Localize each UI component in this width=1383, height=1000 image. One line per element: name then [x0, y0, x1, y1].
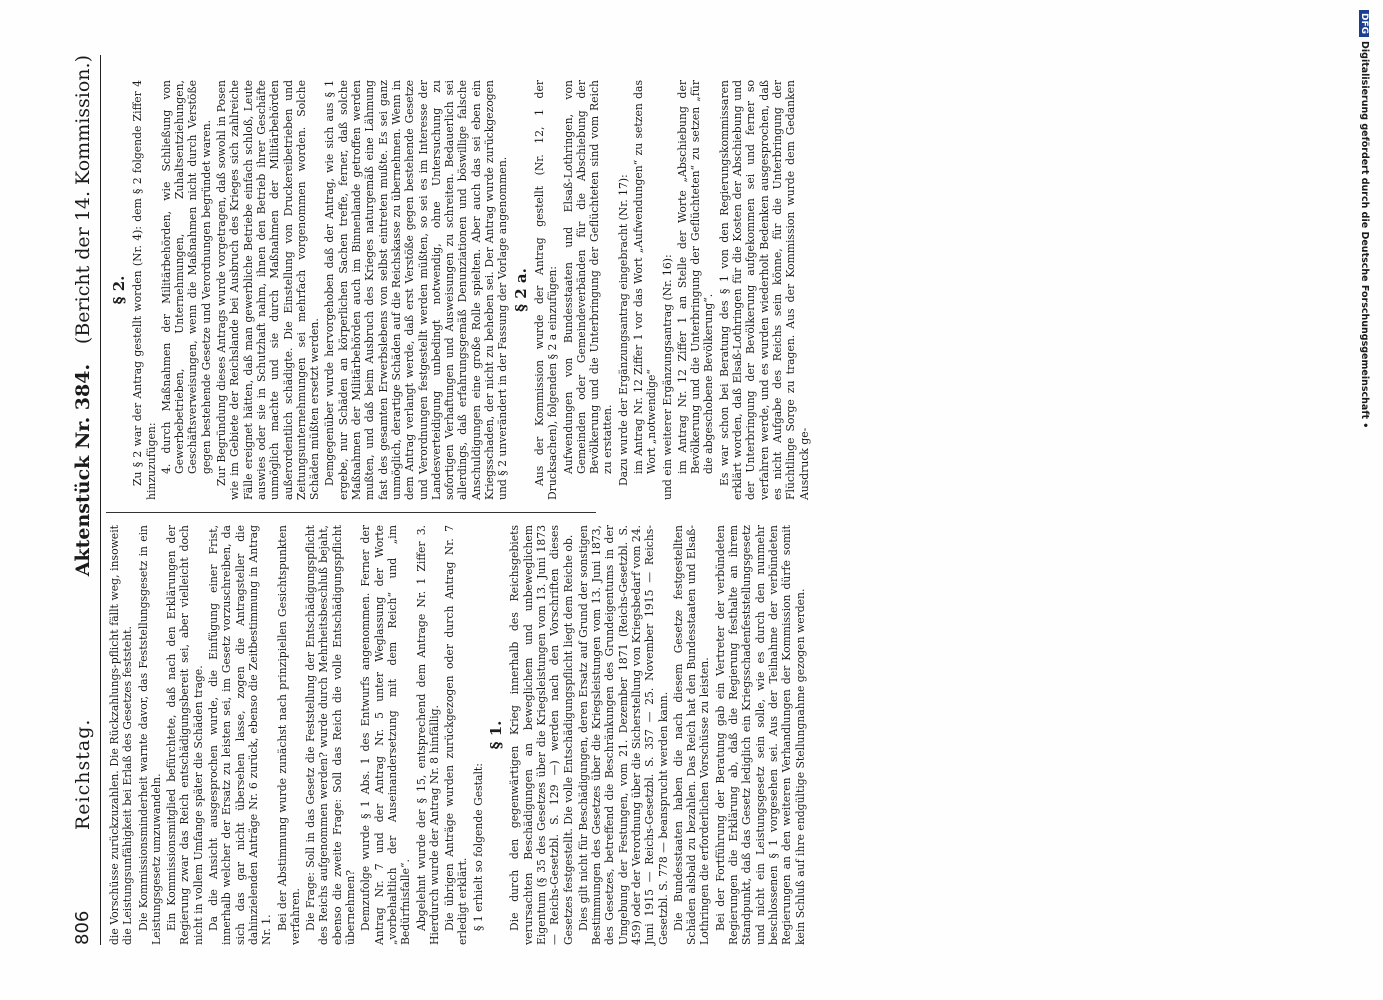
paragraph: Bei der Abstimmung wurde zunächst nach prinzipiellen Gesichtspunkten verfahren. [275, 525, 302, 945]
rotated-page-content [70, 55, 1360, 945]
paragraph: Aus der Kommission wurde der Antrag gestellt (Nr. 12, 1 der Drucksachen), folgenden § 2 a einzufügen: [532, 80, 560, 500]
header-right-title: Aktenstück Nr. 384. (Bericht der 14. Kommission.) [72, 55, 94, 577]
section-heading: § 2. [110, 275, 128, 305]
paragraph: Bei der Fortführung der Beratung gab ein Vertreter der verbündeten Regierungen die Erklärung ab, daß die Regierung festhalte an ihrem Standpunkt, daß das Gesetz lediglich ein Kriegsschadenfeststellungsgesetz und nicht ein Leistungsgesetz sein solle, wie es durch den nunmehr beschlossenen § 1 vorgesehen sei. Aus der Teilnahme der verbündeten Regierungen an den weiteren Verhandlungen der Kommission dürfe somit kein Schluß auf ihre endgültige Stellungnahme gezogen werden. [713, 525, 807, 945]
indented-paragraph: Aufwendungen von Bundesstaaten und Elsaß-Lothringen, von Gemeinden oder Gemeindeverbänden für die Abschiebung der Bevölkerung und die Unterbringung der Geflüchteten sind vom Reich zu erstatten. [561, 80, 615, 474]
indented-paragraph: im Antrag Nr. 12 Ziffer 1 an Stelle der Worte „Abschiebung der Bevölkerung und die Unterbringung der Geflüchteten“ zu setzen „für die abgeschobene Bevölkerung“. [675, 80, 716, 474]
paragraph: Die Bundesstaaten haben die nach diesem Gesetze festgestellten Schäden alsbald zu bezahlen. Das Reich hat den Bundesstaaten und Elsaß-Lothringen die erforderlichen Vorschüsse zu leisten. [671, 525, 712, 945]
page-number: 806 [72, 910, 93, 945]
paragraph: und ein weiterer Ergänzungsantrag (Nr. 16): [660, 254, 674, 500]
paragraph: Die übrigen Anträge wurden zurückgezogen oder durch Antrag Nr. 7 erledigt erklärt. [443, 525, 470, 945]
paragraph: Die Frage: Soll in das Gesetz die Feststellung der Entschädigungspflicht des Reichs aufgenommen werden? wurde durch Mehrheitsbeschluß bejaht, ebenso die zweite Frage: Soll das Reich die volle Entschädigungspflicht übernehmen? [304, 525, 358, 945]
paragraph: § 1 erhielt so folgende Gestalt: [471, 763, 485, 931]
dfg-badge: DFG [1359, 10, 1369, 37]
paragraph: Ein Kommissionsmitglied befürchtete, daß nach den Erklärungen der Regierung zwar das Reich entschädigungsbereit sei, aber vielleicht doch nicht in vollem Umfange später die Schäden trage. [165, 525, 205, 945]
section-heading: § 1. [487, 720, 506, 750]
column-left [108, 525, 809, 945]
section-heading: § 2 a. [511, 268, 530, 312]
page-header [70, 55, 100, 945]
indented-paragraph: 4. durch Maßnahmen der Militärbehörden, wie Schließung von Gewerbebetrieben, Unternehmungen, Zuhaltsentziehungen, Geschäftsverweisungen, wenn die Maßnahmen nicht durch Verstöße gegen bestehende Gesetze und Verordnungen begründet waren. [159, 80, 213, 474]
paragraph: Da die Ansicht ausgesprochen wurde, die Einfügung einer Frist, innerhalb welcher der Ersatz zu leisten sei, im Gesetz vorzuschreiben, da sich das gar nicht übersehen lasse, zogen die Antragsteller die dahinzielenden Anträge Nr. 6 zurück, ebenso die Zeitbestimmung in Antrag Nr. 1. [207, 525, 274, 945]
header-rule [100, 55, 101, 945]
column-right [108, 80, 813, 500]
paragraph: Abgelehnt wurde der § 15, entsprechend dem Antrage Nr. 1 Ziffer 3. Hierdurch wurde der Antrag Nr. 8 hinfällig. [414, 525, 441, 945]
paragraph: Zu § 2 war der Antrag gestellt worden (Nr. 4): dem § 2 folgende Ziffer 4 hinzuzufügen: [131, 80, 158, 500]
paragraph: Dies gilt nicht für Beschädigungen, deren Ersatz auf Grund der sonstigen Bestimmungen des Gesetzes über die Kriegsleistungen vom 13. Juni 1873, des Gesetzes, betreffend die Beschränkungen des Grundeigentums in der Umgebung der Festungen, vom 21. Dezember 1871 (Reichs-Gesetzbl. S. 459) oder der Verordnung über die Sicherstellung von Kriegsbedarf vom 24. Juni 1915 — Reichs-Gesetzbl. S. 357 — 25. November 1915 — Reichs-Gesetzbl. S. 778 — beansprucht werden kann. [576, 525, 670, 945]
column-divider [106, 512, 596, 513]
digitization-credit [1353, 8, 1373, 998]
paragraph: Es war schon bei Beratung des § 1 von den Regierungskommissaren erklärt worden, daß Elsaß-Lothringen für die Kosten der Abschiebung und der Unterbringung der Bevölkerung aufgekommen sei und ferner so verfahren werde, und es wurden wiederholt Bedenken ausgesprochen, daß es nicht Aufgabe des Reichs sein könne, für die Unterbringung der Flüchtlinge Sorge zu tragen. Aus der Kommission wurde dem Gedanken Ausdruck ge- [717, 80, 811, 500]
credit-text: Digitalisierung gefördert durch die Deutsche Forschungsgemeinschaft • [1359, 41, 1370, 429]
paragraph: Dazu wurde der Ergänzungsantrag eingebracht (Nr. 17): [616, 174, 630, 486]
indented-paragraph: im Antrag Nr. 12 Ziffer 1 vor das Wort „Aufwendungen“ zu setzen das Wort „notwendige“ [631, 80, 659, 474]
paragraph: Die durch den gegenwärtigen Krieg innerhalb des Reichsgebiets verursachten Beschädigungen an beweglichem und unbeweglichem Eigentum (§ 35 des Gesetzes über die Kriegsleistungen vom 13. Juni 1873 — Reichs-Gesetzbl. S. 129 —) werden nach den Vorschriften dieses Gesetzes festgestellt. Die volle Entschädigungspflicht liegt dem Reiche ob. [508, 525, 575, 945]
paragraph: Zur Begründung dieses Antrags wurde vorgetragen, daß sowohl in Posen wie im Gebiete der Reichslande bei Ausbruch des Krieges sich zahlreiche Fälle ereignet hätten, daß man gewerbliche Betriebe einfach schloß, Leute auswies oder sie in Schutzhaft nahm, ihnen den Betrieb ihrer Geschäfte unmöglich machte und sie durch Maßnahmen der Militärbehörden außerordentlich schädigte. Die Einstellung von Druckereibetrieben und Zeitungsunternehmungen sei mehrfach vorgenommen worden. Solche Schäden müßten ersetzt werden. [215, 80, 322, 500]
header-left-title: Reichstag. [72, 718, 94, 830]
paragraph: die Vorschüsse zurückzuzahlen. Die Rückzahlungs-pflicht fällt weg, insoweit die Leistungsunfähigkeit bei Erlaß des Gesetzes feststeht. [108, 525, 135, 945]
paragraph: Die Kommissionsminderheit warnte davor, das Feststellungsgesetz in ein Leistungsgesetz umzuwandeln. [136, 525, 163, 945]
paragraph: Demgegenüber wurde hervorgehoben daß der Antrag, wie sich aus § 1 ergebe, nur Schäden an körperlichen Sachen treffe, ferner, daß solche Maßnahmen der Militärbehörden auch im Binnenlande getroffen werden mußten, und daß beim Ausbruch des Krieges naturgemäß eine Lähmung fast des gesamten Erwerbslebens von selbst eintreten mußte. Es sei ganz unmöglich, derartige Schäden auf die Reichskasse zu übernehmen. Wenn in dem Antrag verlangt werde, daß erst Verstöße gegen bestehende Gesetze und Verordnungen festgestellt werden müßten, so sei es im Interesse der Landesverteidigung unbedingt notwendig, ohne Untersuchung zu sofortigen Verhaftungen und Ausweisungen zu schreiten. Bedauerlich sei allerdings, daß erfahrungsgemäß Denunziationen und böswillige falsche Anschuldigungen eine große Rolle spielten. Aber auch das sei eben ein Kriegsschaden, der nicht zu beheben sei. Der Antrag wurde zurückgezogen und § 2 unverändert in der Fassung der Vorlage angenommen. [323, 80, 510, 500]
paragraph: Demzufolge wurde § 1 Abs. 1 des Entwurfs angenommen. Ferner der Antrag Nr. 7 und der Antrag Nr. 5 unter Weglassung der Worte „vorbehaltlich der Auseinandersetzung mit dem Reich“ und „im Bedürfnisfalle“. [359, 525, 413, 945]
